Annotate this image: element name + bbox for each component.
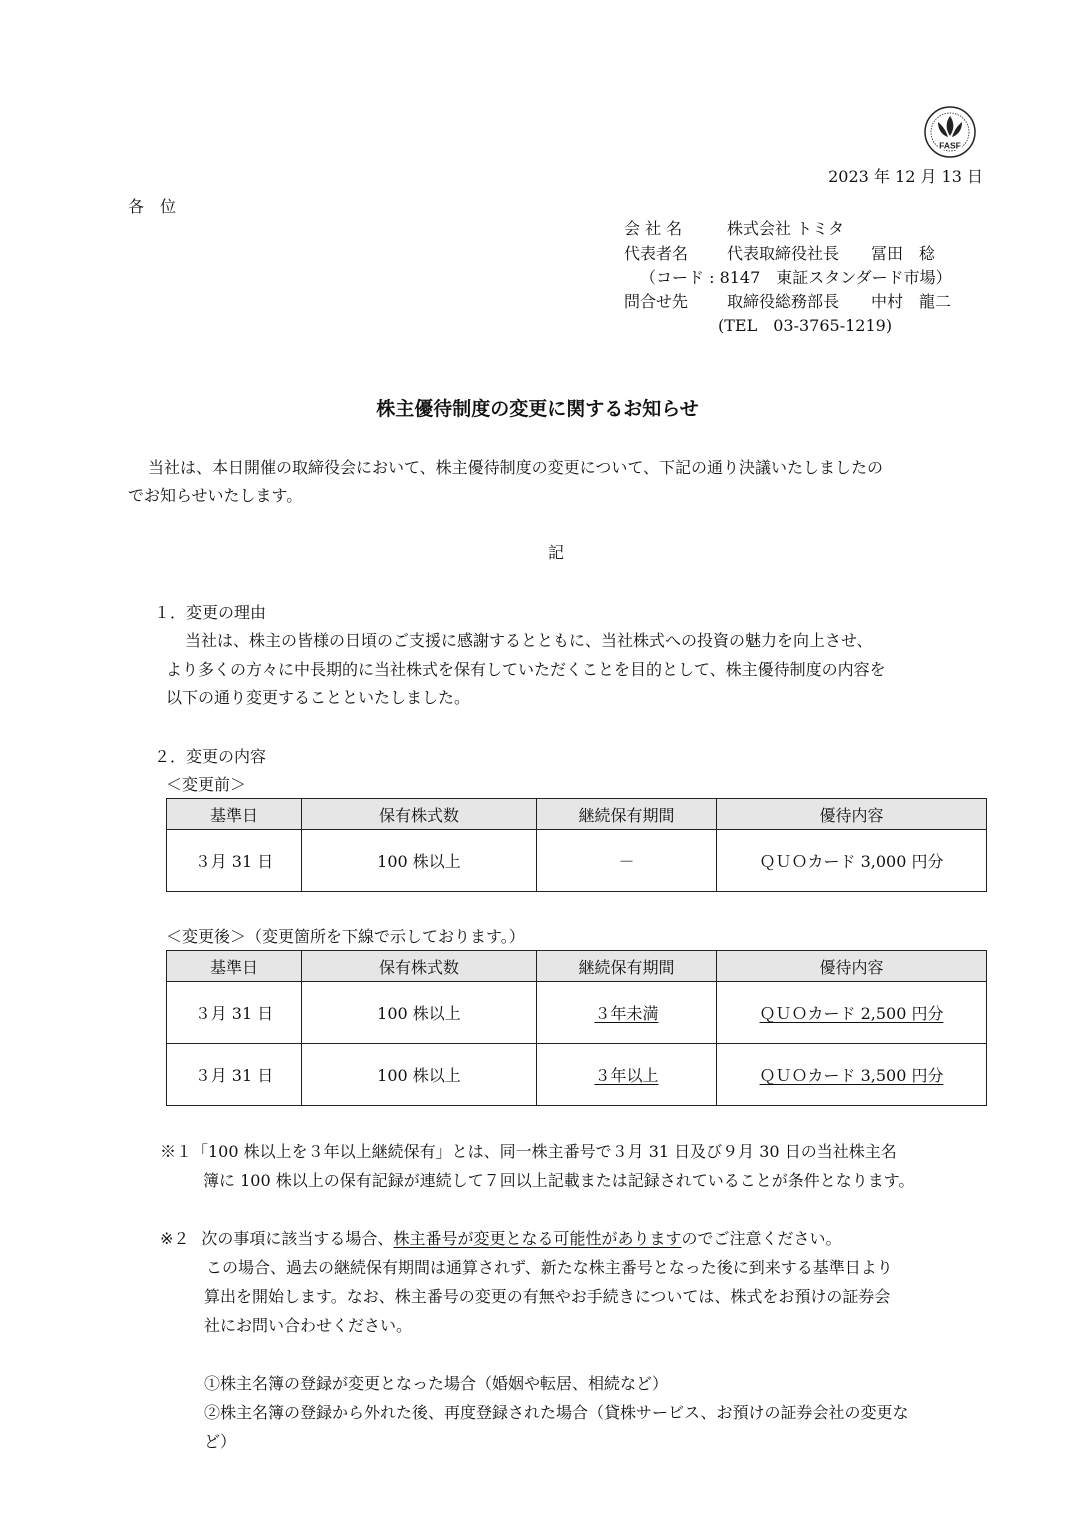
- fasf-logo-icon: [924, 106, 976, 158]
- col-header-base-date: 基準日: [167, 951, 302, 982]
- after-label: ＜変更後＞（変更箇所を下線で示しております。）: [166, 927, 525, 946]
- contact-label: 問合せ先: [624, 292, 689, 311]
- document-title: 株主優待制度の変更に関するお知らせ: [376, 398, 699, 420]
- table-header-row: [167, 951, 987, 982]
- cell-shares: 100 株以上: [302, 830, 537, 892]
- note2-item-2: ②株主名簿の登録から外れた後、再度登録された場合（貸株サービス、お預けの証券会社の変更な: [204, 1403, 909, 1422]
- section1-line-2: より多くの方々に中長期的に当社株式を保有していただくことを目的として、株主優待制度の内容を: [166, 660, 886, 679]
- before-table: [166, 798, 987, 892]
- section1-line-1: 当社は、株主の皆様の日頃のご支援に感謝するとともに、当社株式への投資の魅力を向上させ、: [185, 631, 873, 650]
- addressee: 各 位: [128, 197, 177, 216]
- cell-base-date: ３月 31 日: [167, 982, 302, 1044]
- contact-tel: (TEL 03-3765-1219): [718, 316, 893, 335]
- col-header-shares: 保有株式数: [302, 799, 537, 830]
- benefit-changed: ＱＵＯカード 2,500 円分: [759, 1004, 944, 1023]
- cell-shares: 100 株以上: [302, 982, 537, 1044]
- company-label: 会 社 名: [624, 219, 683, 238]
- contact-name: 取締役総務部長 中村 龍二: [727, 292, 952, 311]
- table-row: [167, 830, 987, 892]
- cell-holding-period: －: [537, 830, 717, 892]
- holding-period-changed: ３年以上: [594, 1066, 659, 1085]
- note2-first-post: のでご注意ください。: [681, 1229, 842, 1248]
- intro-line-1: 当社は、本日開催の取締役会において、株主優待制度の変更について、下記の通り決議いたしましたの: [148, 458, 884, 477]
- section2-heading: ２．変更の内容: [154, 747, 267, 766]
- col-header-holding-period: 継続保有期間: [537, 799, 717, 830]
- section1-heading: １．変更の理由: [154, 603, 267, 622]
- representative-label: 代表者名: [624, 244, 689, 263]
- holding-period-changed: ３年未満: [594, 1004, 659, 1023]
- col-header-base-date: 基準日: [167, 799, 302, 830]
- note2-line-2: 算出を開始します。なお、株主番号の変更の有無やお手続きについては、株式をお預けの証券会: [204, 1287, 891, 1306]
- cell-base-date: ３月 31 日: [167, 830, 302, 892]
- before-label: ＜変更前＞: [166, 775, 247, 794]
- cell-holding-period: [537, 982, 717, 1044]
- logo-text: FASF: [939, 140, 961, 151]
- representative-name: 代表取締役社長 冨田 稔: [727, 244, 936, 263]
- table-row: [167, 1044, 987, 1106]
- stock-code: （コード : 8147 東証スタンダード市場）: [640, 268, 952, 287]
- cell-benefit: [717, 982, 987, 1044]
- benefit-changed: ＱＵＯカード 3,500 円分: [759, 1066, 944, 1085]
- note2-line-1: この場合、過去の継続保有期間は通算されず、新たな株主番号となった後に到来する基準日より: [206, 1258, 893, 1277]
- note2-item-2-cont: ど）: [204, 1432, 237, 1451]
- table-header-row: [167, 799, 987, 830]
- intro-line-2: でお知らせいたします。: [128, 486, 303, 505]
- issue-date: 2023 年 12 月 13 日: [828, 167, 983, 186]
- note2-first-underlined: 株主番号が変更となる可能性があります: [393, 1229, 682, 1248]
- note1-line-1: ※１「100 株以上を３年以上継続保有」とは、同一株主番号で３月 31 日及び９月 30 日の当社株主名: [160, 1142, 897, 1161]
- col-header-benefit: 優待内容: [717, 799, 987, 830]
- cell-benefit: [717, 1044, 987, 1106]
- ki-mark: 記: [548, 543, 565, 562]
- cell-base-date: ３月 31 日: [167, 1044, 302, 1106]
- table-row: [167, 982, 987, 1044]
- col-header-benefit: 優待内容: [717, 951, 987, 982]
- after-table: [166, 950, 987, 1106]
- cell-benefit: ＱＵＯカード 3,000 円分: [717, 830, 987, 892]
- col-header-holding-period: 継続保有期間: [537, 951, 717, 982]
- note2-item-1: ①株主名簿の登録が変更となった場合（婚姻や転居、相続など）: [204, 1374, 669, 1393]
- note2-mark: ※２: [160, 1229, 190, 1248]
- note2-first-pre: 次の事項に該当する場合、: [201, 1229, 394, 1248]
- note2-line-3: 社にお問い合わせください。: [204, 1316, 413, 1335]
- cell-shares: 100 株以上: [302, 1044, 537, 1106]
- note1-line-2: 簿に 100 株以上の保有記録が連続して７回以上記載または記録されていることが条件となります。: [203, 1171, 915, 1190]
- note2-first-line: [160, 1231, 841, 1247]
- col-header-shares: 保有株式数: [302, 951, 537, 982]
- cell-holding-period: [537, 1044, 717, 1106]
- section1-line-3: 以下の通り変更することといたしました。: [166, 688, 471, 707]
- company-name: 株式会社 トミタ: [727, 219, 845, 238]
